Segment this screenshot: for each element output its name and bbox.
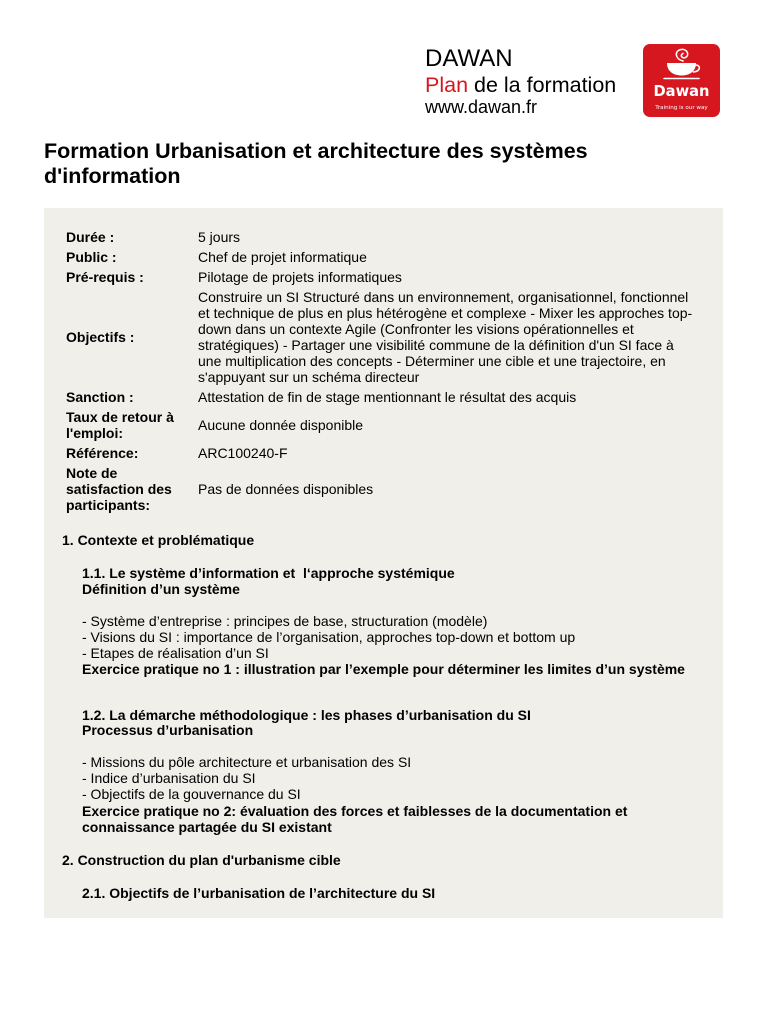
plan-rest: de la formation (468, 73, 617, 97)
info-label-line: Référence: (66, 445, 139, 461)
document-type (425, 72, 616, 98)
info-label-line: Note de (66, 465, 118, 481)
brand-name: DAWAN (425, 45, 513, 72)
website-url: www.dawan.fr (425, 97, 538, 117)
bullet-item: - Indice d’urbanisation du SI (82, 770, 256, 786)
page-title-line: Formation Urbanisation et architecture des systèmes (44, 139, 588, 163)
subsection-heading: 2.1. Objectifs de l’urbanisation de l’architecture du SI (82, 885, 436, 901)
info-label (66, 227, 198, 247)
info-value (198, 247, 692, 267)
subsection-heading: 1.2. La démarche méthodologique : les phases d’urbanisation du SI (82, 707, 531, 723)
info-label-line: Sanction : (66, 389, 134, 405)
section-heading: 2. Construction du plan d'urbanisme cible (62, 852, 341, 868)
info-label (66, 407, 198, 443)
info-value-line: 5 jours (198, 229, 241, 245)
logo-tagline: Training is our way (655, 105, 708, 111)
info-value (198, 287, 692, 387)
info-value-line: Pas de données disponibles (198, 481, 374, 497)
plan-highlight: Plan (425, 73, 469, 97)
info-value-line: et technique de plus en plus hétérogène et complexe - Mixer les approches top- (198, 305, 693, 321)
info-label-line: satisfaction des (66, 481, 172, 497)
info-label (66, 247, 198, 267)
info-row-objectives (66, 287, 692, 387)
bullet-item: - Système d’entreprise : principes de base, structuration (modèle) (82, 613, 488, 629)
info-row-audience (66, 247, 692, 267)
info-value-line: ARC100240-F (198, 445, 288, 461)
bullet-item: - Etapes de réalisation d’un SI (82, 645, 269, 661)
info-value-line: Construire un SI Structuré dans un environnement, organisationnel, fonctionnel (198, 289, 689, 305)
info-value-line: Chef de projet informatique (198, 249, 367, 265)
info-label-line: Objectifs : (66, 329, 135, 345)
info-label (66, 267, 198, 287)
info-label-line: Pré-requis : (66, 269, 144, 285)
info-row-employment-rate (66, 407, 692, 443)
exercise-text: Exercice pratique no 1 : illustration par l’exemple pour déterminer les limites d’un système (82, 661, 685, 677)
section-heading: 1. Contexte et problématique (62, 532, 255, 548)
info-value (198, 387, 692, 407)
info-value-line: Aucune donnée disponible (198, 417, 364, 433)
info-label (66, 387, 198, 407)
info-row-satisfaction (66, 463, 692, 515)
logo-wordmark: Dawan (653, 82, 710, 100)
info-value (198, 443, 692, 463)
info-value-line: stratégiques) - Partager une visibilité commune de la définition d'un SI face à (198, 337, 674, 353)
page-title (44, 139, 588, 189)
info-label (66, 443, 198, 463)
bullet-item: - Objectifs de la gouvernance du SI (82, 786, 301, 802)
info-row-reference (66, 443, 692, 463)
info-label-line: Durée : (66, 229, 115, 245)
info-value-line: Attestation de fin de stage mentionnant le résultat des acquis (198, 389, 577, 405)
info-value-line: s'appuyant sur un schéma directeur (198, 369, 420, 385)
info-value (198, 227, 692, 247)
exercise-text: Exercice pratique no 2: évaluation des forces et faiblesses de la documentation et (82, 803, 628, 819)
info-label-line: Public : (66, 249, 117, 265)
course-content-panel (44, 208, 723, 918)
info-value (198, 463, 692, 515)
course-info-table (66, 227, 692, 515)
info-label (66, 287, 198, 387)
bullet-item: - Visions du SI : importance de l’organisation, approches top-down et bottom up (82, 629, 576, 645)
info-value (198, 407, 692, 443)
info-value (198, 267, 692, 287)
info-row-certification (66, 387, 692, 407)
info-label-line: Taux de retour à (66, 409, 174, 425)
page-title-line: d'information (44, 164, 181, 188)
subsection-heading: 1.1. Le système d’information et l‘approche systémique (82, 565, 455, 581)
subsection-heading: Définition d’un système (82, 581, 240, 597)
info-label (66, 463, 198, 515)
dawan-logo (643, 44, 720, 117)
info-label-line: l'emploi: (66, 425, 123, 441)
subsection-heading: Processus d’urbanisation (82, 722, 254, 738)
exercise-text: connaissance partagée du SI existant (82, 819, 332, 835)
info-row-duration (66, 227, 692, 247)
info-label-line: participants: (66, 497, 151, 513)
bullet-item: - Missions du pôle architecture et urbanisation des SI (82, 754, 412, 770)
info-row-prerequisites (66, 267, 692, 287)
info-value-line: Pilotage de projets informatiques (198, 269, 402, 285)
info-value-line: down dans un contexte Agile (Confronter les visions opérationnelles et (198, 321, 634, 337)
info-value-line: une multiplication des concepts - Déterminer une cible et une trajectoire, en (198, 353, 666, 369)
